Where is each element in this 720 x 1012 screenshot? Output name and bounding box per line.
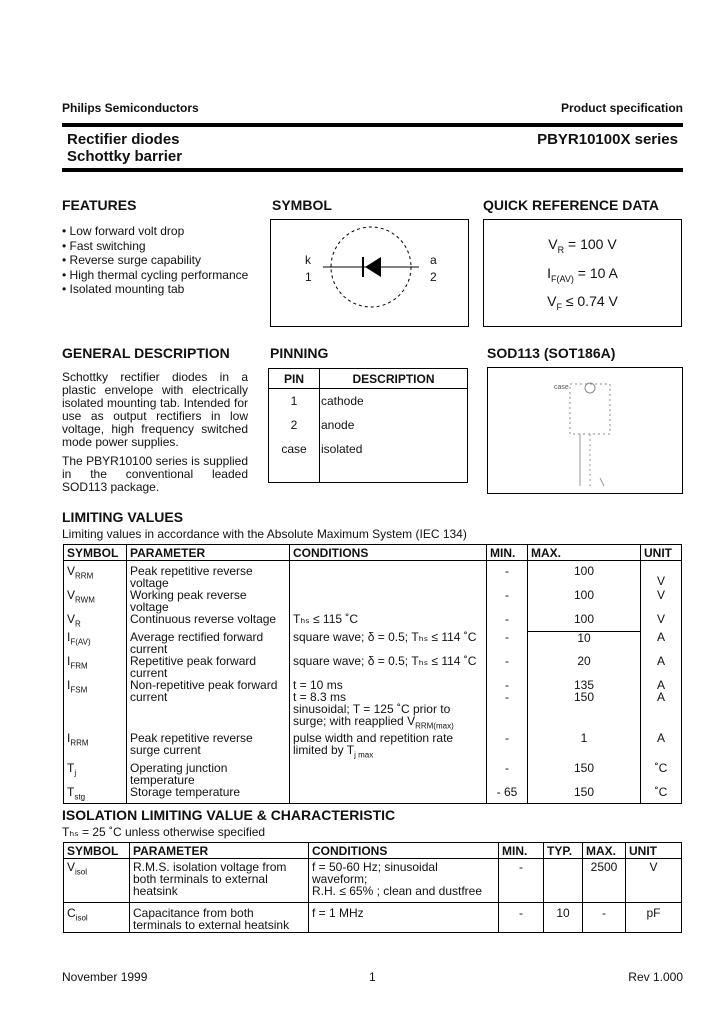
col-unit: UNIT xyxy=(641,545,682,561)
table-row: $T_{stg}$ Storage temperature - 65 150 ˚C xyxy=(64,786,682,804)
quick-ref-ifav: $I_{F(AV)} = 10$ A xyxy=(547,265,618,284)
general-p1: Schottky rectifier diodes in a plastic envelope with electrically isolated mounting tab. Intended for use as output rectifiers in low voltage, high frequency switched mode power supplies. xyxy=(62,370,248,449)
footer-page: 1 xyxy=(369,970,376,984)
col-symbol: SYMBOL xyxy=(64,545,127,561)
general-p2: The PBYR10100 series is supplied in the conventional leaded SOD113 package. xyxy=(62,454,248,494)
title-line2: Schottky barrier xyxy=(67,148,183,165)
diode-symbol-icon xyxy=(271,220,468,326)
general-heading: GENERAL DESCRIPTION xyxy=(62,345,230,361)
pin-num: 2 xyxy=(269,413,320,437)
cathode-label: k xyxy=(305,253,311,267)
feature-item: • Fast switching xyxy=(62,239,248,254)
desc-col-header: DESCRIPTION xyxy=(320,369,468,389)
quick-ref-box xyxy=(483,219,682,327)
anode-pin: 2 xyxy=(430,270,437,284)
title-line1: Rectifier diodes xyxy=(67,131,180,148)
features-list xyxy=(62,224,248,297)
table-row: $I_{F(AV)}$ Average rectified forward current square wave; δ = 0.5; Tₕₛ ≤ 114 ˚C - 10 A xyxy=(64,631,682,655)
symbol-box xyxy=(270,219,469,327)
col-typ: TYP. xyxy=(544,843,583,859)
table-row: $I_{FSM}$ Non-repetitive peak forward current t = 10 ms t = 8.3 ms sinusoidal; T = 125 ˚C prior to surge; with reapplied $V_{RRM(max)}$ - - 135 150 A A xyxy=(64,679,682,732)
pin-desc: isolated xyxy=(320,437,468,461)
isolation-subtitle: Tₕₛ = 25 ˚C unless otherwise specified xyxy=(62,825,266,839)
pinning-table xyxy=(268,368,468,483)
footer-date: November 1999 xyxy=(62,970,148,984)
feature-item: • Isolated mounting tab xyxy=(62,282,248,297)
table-row: $V_{RRM}$ Peak repetitive reverse voltage - 100 V xyxy=(64,561,682,590)
col-symbol: SYMBOL xyxy=(64,843,130,859)
pin-num: 1 xyxy=(269,389,320,413)
table-row: $I_{RRM}$ Peak repetitive reverse surge current pulse width and repetition rate limited by $T_{j max}$ - 1 A xyxy=(64,732,682,761)
col-max: MAX. xyxy=(528,545,641,561)
pin-num: case xyxy=(269,437,320,461)
pinning-heading: PINNING xyxy=(270,345,329,361)
col-conditions: CONDITIONS xyxy=(290,545,487,561)
anode-label: a xyxy=(430,253,437,267)
header-rule-top xyxy=(62,123,683,127)
limiting-heading: LIMITING VALUES xyxy=(62,509,184,525)
header-rule-bottom xyxy=(62,168,683,172)
pin-desc: cathode xyxy=(320,389,468,413)
features-heading: FEATURES xyxy=(62,197,137,213)
isolation-heading: ISOLATION LIMITING VALUE & CHARACTERISTIC xyxy=(62,807,396,823)
col-unit: UNIT xyxy=(626,843,682,859)
pin-col-header: PIN xyxy=(269,369,320,389)
table-row: $V_R$ Continuous reverse voltage Tₕₛ ≤ 115 ˚C - 100 V xyxy=(64,613,682,631)
quick-ref-heading: QUICK REFERENCE DATA xyxy=(483,197,660,213)
col-max: MAX. xyxy=(583,843,626,859)
col-parameter: PARAMETER xyxy=(127,545,290,561)
feature-item: • Reverse surge capability xyxy=(62,253,248,268)
table-row: $C_{isol}$ Capacitance from both terminals to external heatsink f = 1 MHz - 10 - pF xyxy=(64,903,682,933)
package-heading: SOD113 (SOT186A) xyxy=(487,345,616,361)
limiting-table xyxy=(63,544,682,804)
feature-item: • High thermal cycling performance xyxy=(62,268,248,283)
isolation-table xyxy=(63,842,682,933)
col-conditions: CONDITIONS xyxy=(309,843,499,859)
case-label: case xyxy=(554,384,569,391)
table-row: $I_{FRM}$ Repetitive peak forward current square wave; δ = 0.5; Tₕₛ ≤ 114 ˚C - 20 A xyxy=(64,655,682,679)
package-outline-icon xyxy=(488,368,682,493)
company-name: Philips Semiconductors xyxy=(62,101,199,115)
symbol-heading: SYMBOL xyxy=(272,197,332,213)
quick-ref-vr: $V_R = 100$ V xyxy=(548,236,617,255)
limiting-subtitle: Limiting values in accordance with the Absolute Maximum System (IEC 134) xyxy=(62,527,467,541)
col-parameter: PARAMETER xyxy=(130,843,309,859)
quick-ref-vf: $V_F \le 0.74$ V xyxy=(547,293,618,312)
part-number: PBYR10100X series xyxy=(537,131,678,148)
cathode-pin: 1 xyxy=(305,270,312,284)
table-row: $V_{isol}$ R.M.S. isolation voltage from both terminals to external heatsink f = 50-60 Hz; sinusoidal waveform; R.H. ≤ 65% ; clean and dustfree - 2500 V xyxy=(64,859,682,903)
col-min: MIN. xyxy=(499,843,544,859)
doc-type: Product specification xyxy=(560,101,683,115)
feature-item: • Low forward volt drop xyxy=(62,224,248,239)
package-box xyxy=(487,367,683,494)
table-row: $T_j$ Operating junction temperature - 150 ˚C xyxy=(64,762,682,786)
table-row: $V_{RWM}$ Working peak reverse voltage - 100 V xyxy=(64,589,682,613)
col-min: MIN. xyxy=(487,545,528,561)
footer-rev: Rev 1.000 xyxy=(628,970,683,984)
pin-desc: anode xyxy=(320,413,468,437)
